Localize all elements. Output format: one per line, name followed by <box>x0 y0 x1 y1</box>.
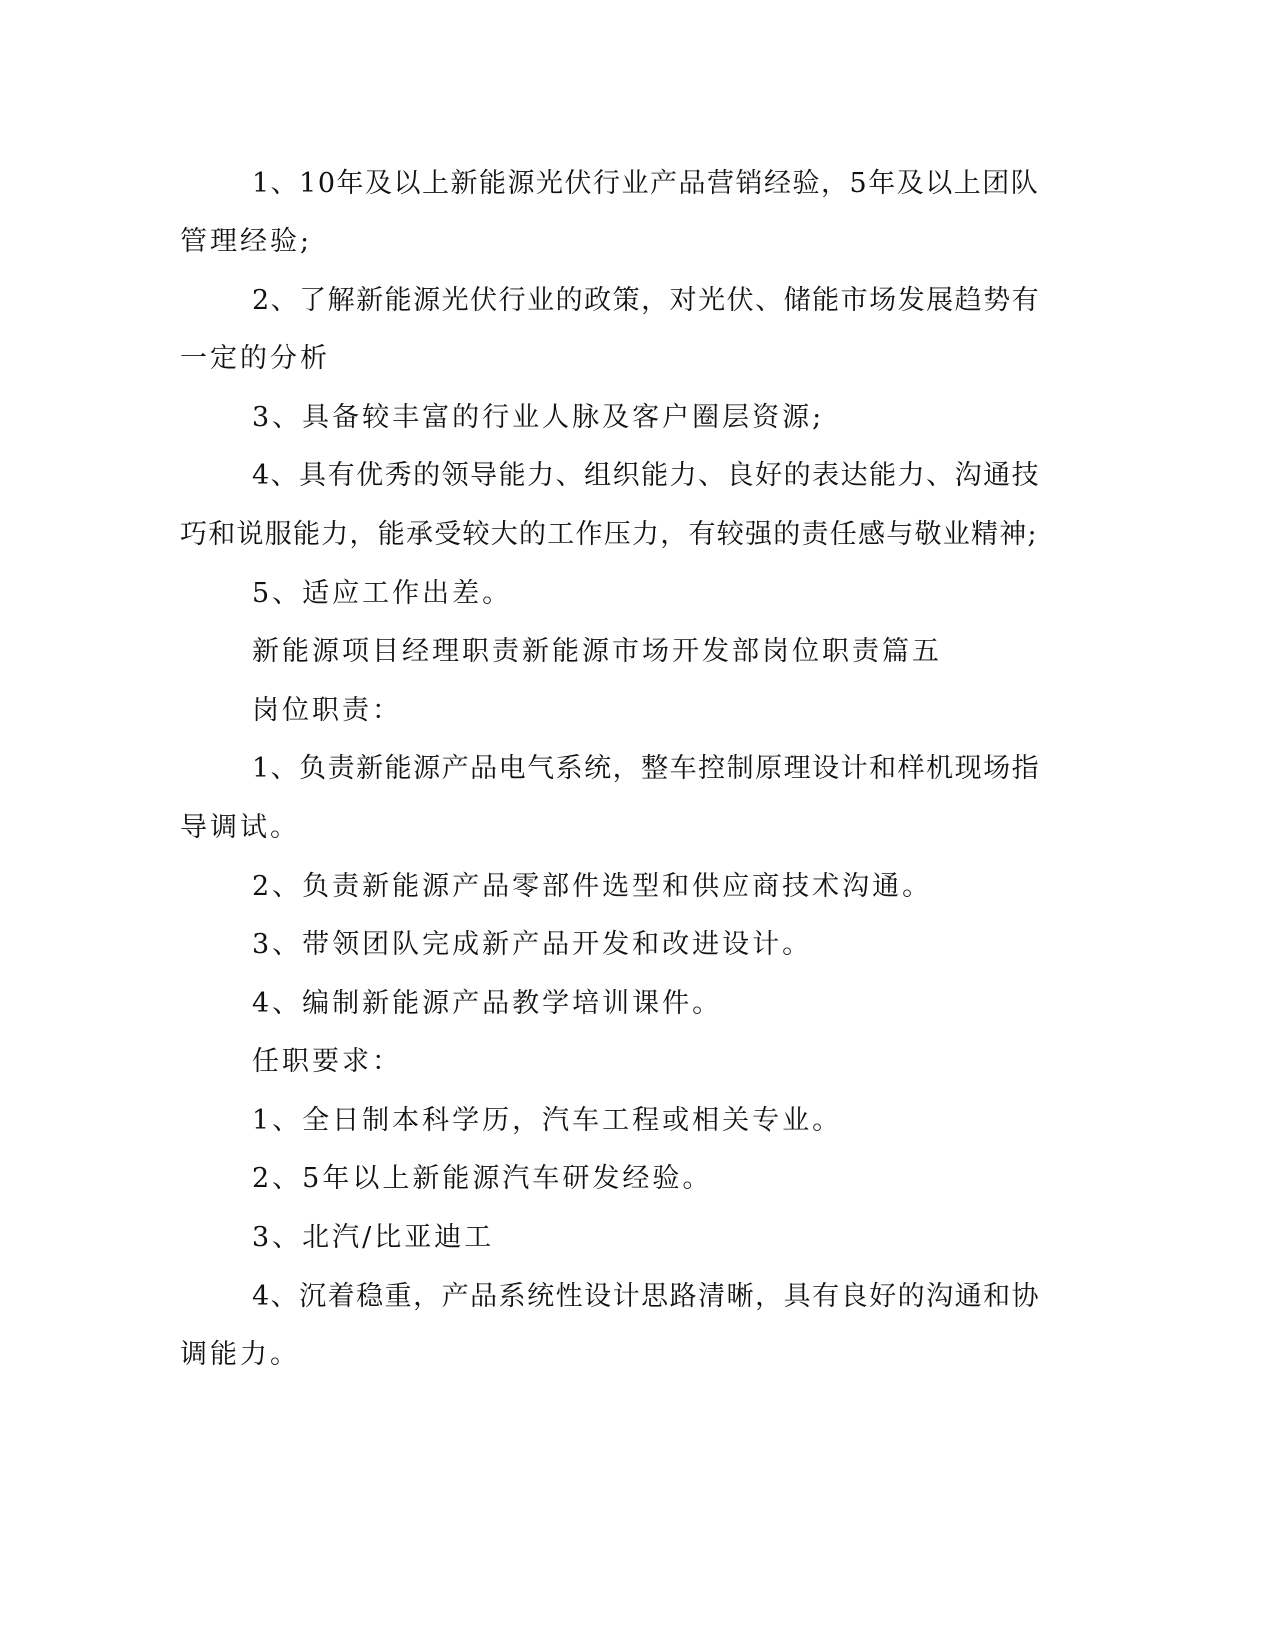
qualification-item-4: 4、沉着稳重，产品系统性设计思路清晰，具有良好的沟通和协 <box>252 1281 1041 1312</box>
duties-heading: 岗位职责： <box>252 695 402 726</box>
requirement-item-2-continuation: 一定的分析 <box>180 343 330 374</box>
qualification-item-4-continuation: 调能力。 <box>180 1339 300 1370</box>
duty-item-1: 1、负责新能源产品电气系统，整车控制原理设计和样机现场指 <box>252 753 1041 784</box>
requirement-item-3: 3、具备较丰富的行业人脉及客户圈层资源; <box>252 402 825 433</box>
requirement-item-1: 1、10年及以上新能源光伏行业产品营销经验，5年及以上团队 <box>252 168 1040 199</box>
qualification-item-1: 1、全日制本科学历，汽车工程或相关专业。 <box>252 1105 843 1136</box>
requirement-item-4-continuation: 巧和说服能力，能承受较大的工作压力，有较强的责任感与敬业精神; <box>180 519 1038 550</box>
duty-item-1-continuation: 导调试。 <box>180 812 300 843</box>
qualification-item-2: 2、5年以上新能源汽车研发经验。 <box>252 1163 713 1194</box>
duty-item-3: 3、带领团队完成新产品开发和改进设计。 <box>252 929 813 960</box>
requirement-item-1-continuation: 管理经验; <box>180 226 313 257</box>
requirement-item-5: 5、适应工作出差。 <box>252 578 513 609</box>
requirement-item-4: 4、具有优秀的领导能力、组织能力、良好的表达能力、沟通技 <box>252 460 1041 491</box>
qualifications-heading: 任职要求： <box>252 1046 402 1077</box>
section-heading: 新能源项目经理职责新能源市场开发部岗位职责篇五 <box>252 636 942 667</box>
requirement-item-2: 2、了解新能源光伏行业的政策，对光伏、储能市场发展趋势有 <box>252 285 1041 316</box>
duty-item-4: 4、编制新能源产品教学培训课件。 <box>252 988 723 1019</box>
qualification-item-3: 3、北汽/比亚迪工 <box>252 1222 495 1253</box>
duty-item-2: 2、负责新能源产品零部件选型和供应商技术沟通。 <box>252 871 933 902</box>
